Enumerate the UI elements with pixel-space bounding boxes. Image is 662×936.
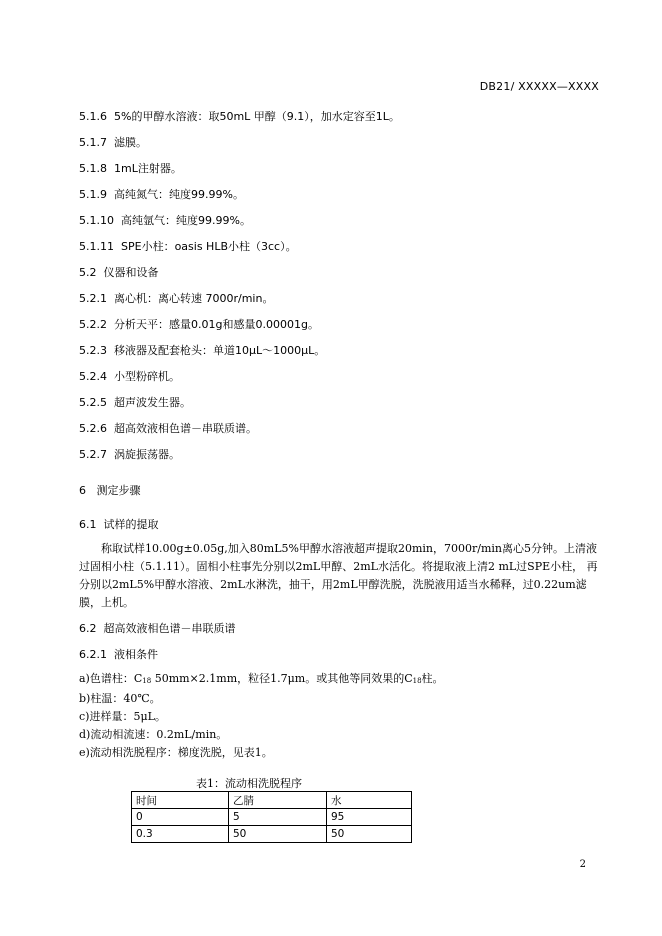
table-cell: 5 [229,809,327,826]
section-title: 测定步骤 [96,484,141,497]
header-cell: 乙腈 [229,792,327,809]
item-5-2-5 [79,394,191,410]
item-number: 5.1.9 [79,188,107,201]
item-5-1-9 [79,186,244,202]
condition-column-text: a)色谱柱：C [79,672,143,685]
item-text: SPE小柱：oasis HLB小柱（3cc）。 [121,240,297,253]
item-text: 小型粉碎机。 [114,370,180,383]
item-text: 移液器及配套枪头：单道10μL～1000μL。 [114,344,326,357]
table-header-row [132,792,412,809]
table-cell: 95 [327,809,412,826]
item-text: 高纯氮气：纯度99.99%。 [114,188,244,201]
header-cell: 时间 [132,792,229,809]
item-text: 离心机：离心转速 7000r/min。 [114,292,274,305]
section-title: 液相条件 [114,648,158,661]
item-number: 5.2.2 [79,318,107,331]
section-6-1-heading [79,516,159,532]
item-text: 1mL注射器。 [114,162,182,175]
item-number: 5.1.7 [79,136,107,149]
table-row [132,826,412,843]
item-number: 5.2.1 [79,292,107,305]
section-title: 仪器和设备 [103,266,159,279]
subscript: 18 [412,677,422,685]
item-number: 5.1.11 [79,240,114,253]
item-number: 5.1.10 [79,214,114,227]
section-title: 试样的提取 [103,518,159,531]
section-number: 6.2 [79,622,97,635]
item-number: 5.2.6 [79,422,107,435]
section-number: 5.2 [79,266,97,279]
item-5-2-6 [79,420,257,436]
document-code-header: DB21/ XXXXX—XXXX [479,80,599,93]
item-5-1-10 [79,212,251,228]
item-text: 高纯氩气：纯度99.99%。 [121,214,251,227]
table-cell: 50 [327,826,412,843]
condition-column [79,670,599,690]
item-number: 5.2.5 [79,396,107,409]
condition-column-text: 柱。 [421,672,444,685]
header-cell: 水 [327,792,412,809]
elution-program-table [131,791,412,843]
item-5-1-8 [79,160,182,176]
extraction-text: 称取试样10.00g±0.05g,加入80mL5%甲醇水溶液超声提取20min，7000r/min离心5分钟。上清液过固相小柱（5.1.11）。固相小柱事先分别以2mL甲醇、2mL水活化。将提取液上清2 mL过SPE小柱， 再分别以2mL5%甲醇水溶液、2mL水淋洗，抽干，用2mL甲醇洗脱，洗脱液用适当水稀释，过0.22um滤膜，上机。 [79,542,598,609]
condition-temperature: b)柱温：40℃。 [79,692,161,705]
item-5-1-11 [79,238,297,254]
section-number: 6.1 [79,518,97,531]
item-text: 超声波发生器。 [114,396,191,409]
section-6-2-1-heading [79,646,158,662]
table-row [132,809,412,826]
extraction-procedure-paragraph [79,540,599,612]
item-5-2-4 [79,368,180,384]
item-5-2-3 [79,342,325,358]
item-number: 5.2.4 [79,370,107,383]
condition-elution-program: e)流动相洗脱程序：梯度洗脱，见表1。 [79,746,273,759]
item-5-2-1 [79,290,273,306]
section-title: 超高效液相色谱－串联质谱 [103,622,236,635]
item-5-2-2 [79,316,319,332]
table-cell: 0.3 [132,826,229,843]
item-5-2-7 [79,446,180,462]
item-5-1-7 [79,134,147,150]
page-number: 2 [579,859,586,870]
section-5-2-heading [79,264,159,280]
item-number: 5.1.8 [79,162,107,175]
section-6-2-heading [79,620,236,636]
item-number: 5.1.6 [79,110,107,123]
item-number: 5.2.7 [79,448,107,461]
item-number: 5.2.3 [79,344,107,357]
condition-column-text: 50mm×2.1mm，粒径1.7μm。或其他等同效果的C [151,672,413,685]
liquid-phase-conditions [79,670,599,762]
item-text: 5%的甲醇水溶液：取50mL 甲醇（9.1），加水定容至1L。 [114,110,400,123]
item-text: 涡旋振荡器。 [114,448,180,461]
item-text: 超高效液相色谱－串联质谱。 [114,422,257,435]
table-caption: 表1：流动相洗脱程序 [196,777,302,790]
item-text: 分析天平：感量0.01g和感量0.00001g。 [114,318,319,331]
item-5-1-6 [79,108,400,124]
section-number: 6 [79,484,86,497]
item-text: 滤膜。 [114,136,147,149]
section-6-heading [79,482,141,498]
table-cell: 0 [132,809,229,826]
section-number: 6.2.1 [79,648,107,661]
table-cell: 50 [229,826,327,843]
condition-flow-rate: d)流动相流速：0.2mL/min。 [79,728,228,741]
subscript: 18 [142,677,152,685]
condition-injection-volume: c)进样量：5μL。 [79,710,166,723]
